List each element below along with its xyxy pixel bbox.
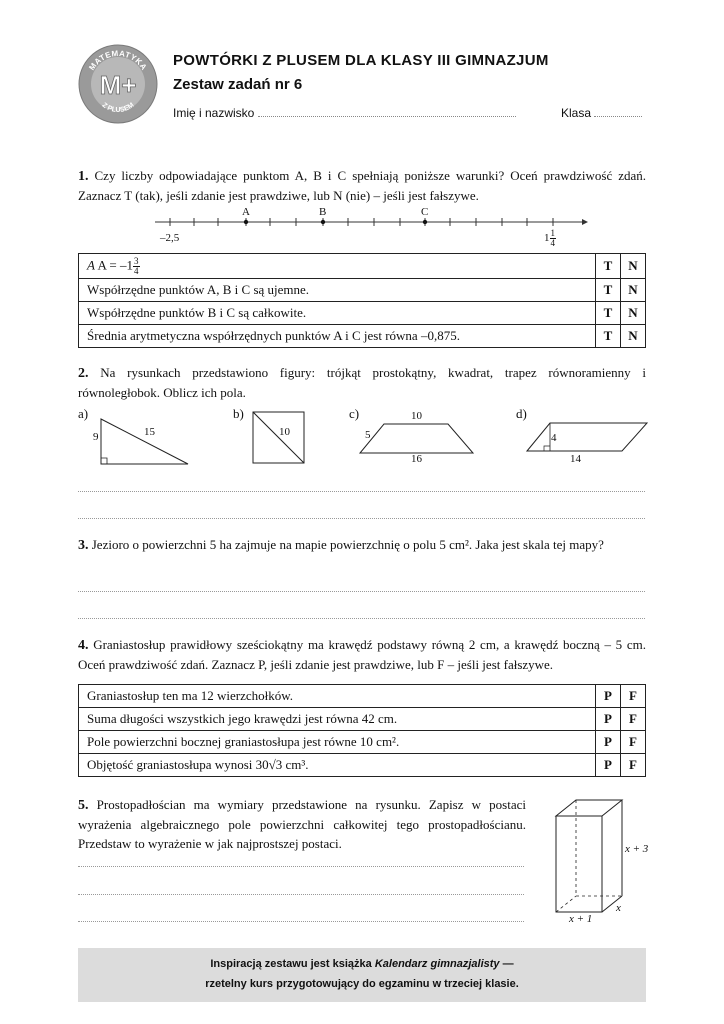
cuboid-height-label: x + 3 bbox=[625, 843, 649, 855]
number-line bbox=[150, 204, 590, 250]
axis-right-den: 4 bbox=[550, 238, 555, 248]
point-a-label: A bbox=[242, 206, 250, 218]
class-line[interactable] bbox=[594, 107, 642, 117]
task1-table bbox=[78, 253, 646, 348]
statement-frac-den: 4 bbox=[134, 265, 139, 276]
answer-f-cell[interactable]: F bbox=[621, 731, 646, 754]
page-title: POWTÓRKI Z PLUSEM DLA KLASY III GIMNAZJUM bbox=[173, 52, 549, 69]
task2-number: 2. bbox=[78, 366, 89, 381]
table-row bbox=[79, 254, 646, 279]
answer-line[interactable] bbox=[78, 518, 645, 519]
figure-c-trapezoid bbox=[358, 420, 478, 456]
table-row bbox=[79, 302, 646, 325]
task5-text bbox=[78, 795, 526, 853]
logo-text-bottom: Z PLUSEM bbox=[100, 101, 136, 115]
point-b-label: B bbox=[319, 206, 327, 218]
statement: Średnia arytmetyczna współrzędnych punktów A i C jest równa –0,875. bbox=[79, 325, 596, 348]
footer-book-title: Kalendarz gimnazjalisty bbox=[374, 958, 500, 970]
logo-mark: M+ bbox=[99, 70, 137, 100]
figure-b-diag: 10 bbox=[279, 426, 290, 438]
task1-text bbox=[78, 166, 646, 205]
point-c-marker bbox=[423, 220, 427, 224]
answer-line[interactable] bbox=[78, 921, 524, 922]
table-row bbox=[79, 325, 646, 348]
answer-p-cell[interactable]: P bbox=[596, 731, 621, 754]
figure-c-bottom: 16 bbox=[411, 453, 422, 465]
figure-a-hyp: 15 bbox=[144, 426, 155, 438]
answer-t-cell[interactable]: T bbox=[596, 254, 621, 279]
statement-prefix: A = –1 bbox=[97, 256, 134, 272]
answer-line[interactable] bbox=[78, 894, 524, 895]
statement: Współrzędne punktów A, B i C są ujemne. bbox=[79, 279, 596, 302]
statement: Suma długości wszystkich jego krawędzi jest równa 42 cm. bbox=[79, 708, 596, 731]
answer-n-cell[interactable]: N bbox=[621, 254, 646, 279]
figure-c-label: c) bbox=[349, 406, 360, 421]
name-field[interactable] bbox=[173, 106, 516, 120]
cuboid-depth-label: x bbox=[616, 902, 621, 914]
statement-frac-num: 3 bbox=[134, 255, 139, 266]
answer-line[interactable] bbox=[78, 591, 645, 592]
axis-right-whole: 1 bbox=[544, 232, 550, 245]
point-a-marker bbox=[244, 220, 248, 224]
answer-f-cell[interactable]: F bbox=[621, 708, 646, 731]
class-field[interactable] bbox=[561, 106, 642, 120]
task1-number: 1. bbox=[78, 169, 89, 184]
logo-badge bbox=[78, 44, 158, 124]
name-label: Imię i nazwisko bbox=[173, 106, 255, 120]
figure-b-label: b) bbox=[233, 406, 244, 421]
logo bbox=[78, 44, 158, 124]
figure-c-leg: 5 bbox=[365, 429, 371, 441]
task2-content: Na rysunkach przedstawiono figury: trójkąt prostokątny, kwadrat, trapez równoramienny i równoległobok. Oblicz ich pola. bbox=[78, 365, 647, 400]
task2-text bbox=[78, 363, 646, 402]
figure-a-side: 9 bbox=[93, 431, 99, 443]
figure-c-top: 10 bbox=[411, 410, 422, 422]
answer-p-cell[interactable]: P bbox=[596, 708, 621, 731]
answer-line[interactable] bbox=[78, 491, 645, 492]
task5-number: 5. bbox=[78, 798, 89, 813]
task4-content: Graniastosłup prawidłowy sześciokątny ma krawędź podstawy równą 2 cm, a krawędź boczną – 5 cm. Oceń prawdziwość zdań. Zaznacz P, jeśli zdanie jest prawdziwe, lub F – jeśli jest fałszywe. bbox=[78, 637, 646, 672]
answer-f-cell[interactable]: F bbox=[621, 754, 646, 777]
footer-dash: — bbox=[502, 958, 514, 970]
footer-box bbox=[78, 948, 646, 1002]
task4-table bbox=[78, 684, 646, 777]
point-c-label: C bbox=[421, 206, 429, 218]
answer-t-cell[interactable]: T bbox=[596, 325, 621, 348]
table-row bbox=[79, 754, 646, 777]
axis-right-num: 1 bbox=[550, 228, 555, 238]
set-number: Zestaw zadań nr 6 bbox=[173, 76, 303, 93]
statement: Graniastosłup ten ma 12 wierzchołków. bbox=[79, 685, 596, 708]
answer-n-cell[interactable]: N bbox=[621, 325, 646, 348]
point-b-marker bbox=[321, 220, 325, 224]
statement: Współrzędne punktów B i C są całkowite. bbox=[79, 302, 596, 325]
answer-n-cell[interactable]: N bbox=[621, 302, 646, 325]
table-row bbox=[79, 685, 646, 708]
answer-p-cell[interactable]: P bbox=[596, 685, 621, 708]
answer-f-cell[interactable]: F bbox=[621, 685, 646, 708]
statement: A A = –1 $\frac{3}{4}$ bbox=[79, 254, 596, 279]
logo-text-top: MATEMATYKA bbox=[87, 48, 149, 72]
figure-d-parallelogram bbox=[526, 420, 650, 454]
axis-left-label: –2,5 bbox=[160, 232, 180, 244]
statement: Objętość graniastosłupa wynosi 30√3 cm³. bbox=[79, 754, 596, 777]
axis-right-label bbox=[544, 229, 556, 248]
class-label: Klasa bbox=[561, 106, 592, 120]
answer-line[interactable] bbox=[78, 866, 524, 867]
footer-line1 bbox=[78, 954, 646, 974]
answer-n-cell[interactable]: N bbox=[621, 279, 646, 302]
cuboid-width-label: x + 1 bbox=[569, 913, 593, 925]
task5-content: Prostopadłościan ma wymiary przedstawione na rysunku. Zapisz w postaci wyrażenia algebraicznego pole powierzchni całkowitej tego prostopadłościanu. Przedstaw to wyrażenie w jak najprostszej postaci. bbox=[78, 797, 526, 851]
task3-number: 3. bbox=[78, 538, 89, 553]
task4-text bbox=[78, 635, 646, 674]
table-row bbox=[79, 279, 646, 302]
answer-p-cell[interactable]: P bbox=[596, 754, 621, 777]
statement: Pole powierzchni bocznej graniastosłupa jest równe 10 cm². bbox=[79, 731, 596, 754]
figure-a-label: a) bbox=[78, 406, 89, 421]
task3-text bbox=[78, 535, 646, 555]
task4-number: 4. bbox=[78, 638, 89, 653]
figure-d-base: 14 bbox=[570, 453, 581, 465]
footer-prefix: Inspiracją zestawu jest książka bbox=[210, 958, 372, 970]
figure-b-square bbox=[252, 411, 306, 465]
footer-line2: rzetelny kurs przygotowujący do egzaminu w trzeciej klasie. bbox=[205, 978, 519, 990]
table-row bbox=[79, 731, 646, 754]
answer-line[interactable] bbox=[78, 618, 645, 619]
answer-t-cell[interactable]: T bbox=[596, 302, 621, 325]
task3-content: Jezioro o powierzchni 5 ha zajmuje na mapie powierzchnię o polu 5 cm². Jaka jest skala tej mapy? bbox=[91, 537, 604, 552]
answer-t-cell[interactable]: T bbox=[596, 279, 621, 302]
task1-content: Czy liczby odpowiadające punktom A, B i C spełniają poniższe warunki? Oceń prawdziwość zdań. Zaznacz T (tak), jeśli zdanie jest prawdziwe, lub N (nie) – jeśli jest fałszywe. bbox=[78, 168, 647, 203]
figure-a-triangle bbox=[98, 415, 193, 467]
figure-d-label: d) bbox=[516, 406, 527, 421]
cuboid-figure bbox=[552, 796, 632, 918]
name-line[interactable] bbox=[258, 107, 516, 117]
table-row bbox=[79, 708, 646, 731]
figure-d-height: 4 bbox=[551, 432, 557, 444]
